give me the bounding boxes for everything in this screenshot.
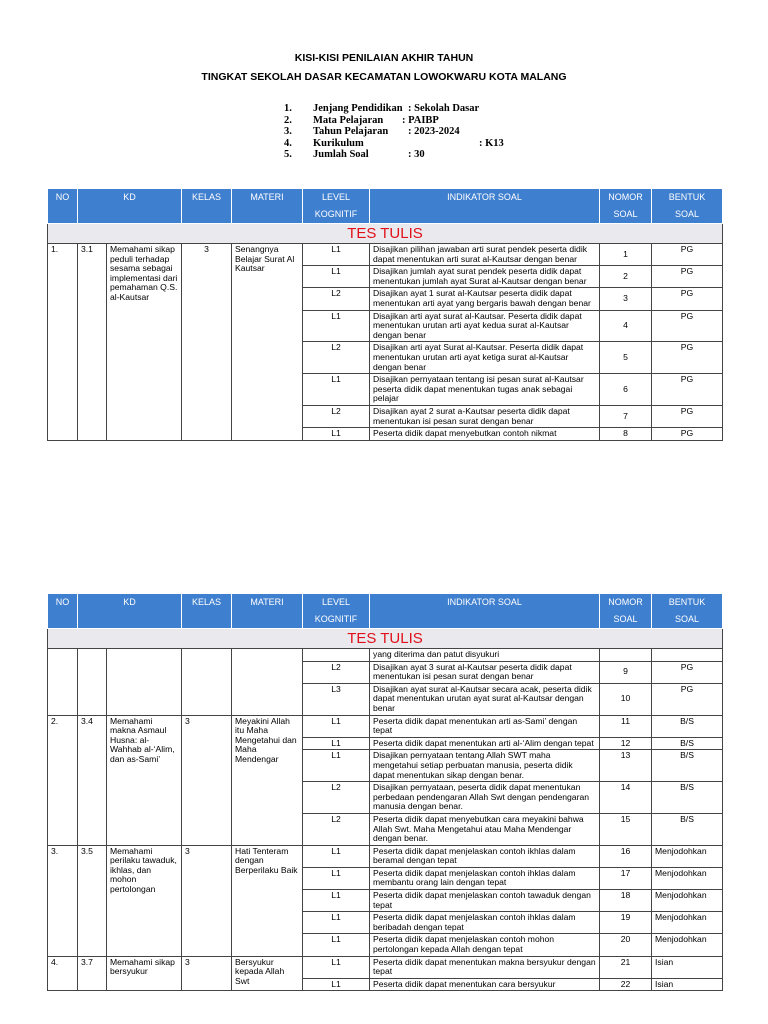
row-level: L2 bbox=[303, 405, 370, 427]
row-level: L1 bbox=[303, 912, 370, 934]
row-nomor: 3 bbox=[600, 288, 652, 310]
kisi-kisi-table-2 bbox=[47, 593, 723, 991]
row-bentuk: B/S bbox=[652, 782, 723, 814]
row-indikator: Disajikan pernyataan, peserta didik dapat menentukan perbedaan pendengaran Allah Swt dengan pendengaran manusia dengan benar. bbox=[370, 782, 600, 814]
row-indikator: Disajikan pernyataan tentang Allah SWT maha mengetahui setiap perbuatan manusia, peserta didik dapat menentukan sikap dengan benar. bbox=[370, 750, 600, 782]
row-indikator: Disajikan arti ayat surat al-Kautsar. Peserta didik dapat menentukan urutan arti ayat kedua surat al-Kautsar dengan benar bbox=[370, 310, 600, 342]
row-level: L1 bbox=[303, 428, 370, 441]
row-bentuk: PG bbox=[652, 244, 723, 266]
row-kd-number: 3.4 bbox=[78, 715, 107, 845]
header-kd: KD bbox=[78, 594, 182, 629]
row-level: L2 bbox=[303, 288, 370, 310]
row-indikator: Peserta didik dapat menjelaskan contoh ihklas dalam beribadah dengan tepat bbox=[370, 912, 600, 934]
row-indikator: Disajikan arti ayat Surat al-Kautsar. Peserta didik dapat menentukan urutan arti ayat ketiga surat al-Kautsar dengan benar bbox=[370, 342, 600, 374]
tes-tulis-label: TES TULIS bbox=[48, 629, 723, 649]
table-row bbox=[48, 649, 723, 662]
row-bentuk: PG bbox=[652, 310, 723, 342]
header-no: NO bbox=[48, 189, 78, 224]
row-level: L1 bbox=[303, 374, 370, 406]
row-nomor: 13 bbox=[600, 750, 652, 782]
row-kd-number: 3.1 bbox=[78, 244, 107, 441]
row-indikator: yang diterima dan patut disyukuri bbox=[370, 649, 600, 662]
row-level: L1 bbox=[303, 310, 370, 342]
table-row bbox=[48, 244, 723, 266]
row-level: L2 bbox=[303, 782, 370, 814]
header-kelas: KELAS bbox=[182, 594, 232, 629]
table-row bbox=[48, 715, 723, 737]
row-kd-text: Memahami perilaku tawaduk, ikhlas, dan mohon pertolongan bbox=[107, 845, 182, 956]
table-row bbox=[48, 956, 723, 978]
row-kd-number: 3.7 bbox=[78, 956, 107, 991]
row-nomor: 17 bbox=[600, 867, 652, 889]
row-bentuk: B/S bbox=[652, 813, 723, 845]
tes-tulis-row bbox=[48, 629, 723, 649]
row-bentuk: Isian bbox=[652, 956, 723, 978]
row-bentuk: B/S bbox=[652, 737, 723, 750]
row-kelas: 3 bbox=[182, 845, 232, 956]
kisi-kisi-table-1 bbox=[47, 188, 723, 441]
document-header bbox=[0, 52, 768, 84]
row-nomor: 20 bbox=[600, 934, 652, 956]
row-nomor: 12 bbox=[600, 737, 652, 750]
row-level: L1 bbox=[303, 867, 370, 889]
row-level: L1 bbox=[303, 750, 370, 782]
header-nomor: NOMOR SOAL bbox=[600, 594, 652, 629]
row-nomor bbox=[600, 649, 652, 662]
row-level: L1 bbox=[303, 956, 370, 978]
row-no: 3. bbox=[48, 845, 78, 956]
row-bentuk: B/S bbox=[652, 715, 723, 737]
row-level: L1 bbox=[303, 934, 370, 956]
row-kd-text: Memahami makna Asmaul Husna: al-Wahhab al-‘Alim, dan as-Sami’ bbox=[107, 715, 182, 845]
row-level: L2 bbox=[303, 342, 370, 374]
table-header-row bbox=[48, 189, 723, 224]
row-bentuk: PG bbox=[652, 428, 723, 441]
row-no: 1. bbox=[48, 244, 78, 441]
row-nomor: 4 bbox=[600, 310, 652, 342]
row-kd-text: Memahami sikap peduli terhadap sesama sebagai implementasi dari pemahaman Q.S. al-Kautsar bbox=[107, 244, 182, 441]
row-nomor: 2 bbox=[600, 266, 652, 288]
row-bentuk: B/S bbox=[652, 750, 723, 782]
row-kd-number: 3.5 bbox=[78, 845, 107, 956]
row-bentuk: Isian bbox=[652, 978, 723, 991]
row-bentuk: Menjodohkan bbox=[652, 934, 723, 956]
table-row bbox=[48, 845, 723, 867]
row-indikator: Peserta didik dapat menentukan makna bersyukur dengan tepat bbox=[370, 956, 600, 978]
row-bentuk: PG bbox=[652, 342, 723, 374]
row-nomor: 9 bbox=[600, 661, 652, 683]
row-nomor: 8 bbox=[600, 428, 652, 441]
row-no: 2. bbox=[48, 715, 78, 845]
row-bentuk: PG bbox=[652, 661, 723, 683]
row-kd-text: Memahami sikap bersyukur bbox=[107, 956, 182, 991]
row-nomor: 15 bbox=[600, 813, 652, 845]
row-level: L3 bbox=[303, 683, 370, 715]
row-nomor: 5 bbox=[600, 342, 652, 374]
header-materi: MATERI bbox=[232, 594, 303, 629]
header-bentuk: BENTUK SOAL bbox=[652, 189, 723, 224]
row-indikator: Disajikan jumlah ayat surat pendek peserta didik dapat menentukan jumlah ayat Surat al-Kautsar dengan benar bbox=[370, 266, 600, 288]
document-subtitle: TINGKAT SEKOLAH DASAR KECAMATAN LOWOKWARU KOTA MALANG bbox=[201, 71, 567, 83]
row-nomor: 14 bbox=[600, 782, 652, 814]
row-indikator: Peserta didik dapat menentukan arti as-Sami’ dengan tepat bbox=[370, 715, 600, 737]
header-kelas: KELAS bbox=[182, 189, 232, 224]
row-materi: Hati Tenteram dengan Berperilaku Baik bbox=[232, 845, 303, 956]
row-bentuk: PG bbox=[652, 266, 723, 288]
row-indikator: Peserta didik dapat menjelaskan contoh ihklas dalam membantu orang lain dengan tepat bbox=[370, 867, 600, 889]
row-indikator: Peserta didik dapat menentukan arti al-‘Alim dengan tepat bbox=[370, 737, 600, 750]
row-bentuk: Menjodohkan bbox=[652, 845, 723, 867]
row-level: L1 bbox=[303, 978, 370, 991]
row-bentuk: Menjodohkan bbox=[652, 912, 723, 934]
header-indikator: INDIKATOR SOAL bbox=[370, 594, 600, 629]
header-materi: MATERI bbox=[232, 189, 303, 224]
row-nomor: 10 bbox=[600, 683, 652, 715]
row-bentuk: PG bbox=[652, 405, 723, 427]
row-bentuk: Menjodohkan bbox=[652, 890, 723, 912]
header-no: NO bbox=[48, 594, 78, 629]
row-nomor: 19 bbox=[600, 912, 652, 934]
header-kd: KD bbox=[78, 189, 182, 224]
row-level: L2 bbox=[303, 661, 370, 683]
row-indikator: Peserta didik dapat menentukan cara bersyukur bbox=[370, 978, 600, 991]
row-nomor: 22 bbox=[600, 978, 652, 991]
row-kelas: 3 bbox=[182, 956, 232, 991]
row-nomor: 11 bbox=[600, 715, 652, 737]
row-level: L1 bbox=[303, 845, 370, 867]
header-bentuk: BENTUK SOAL bbox=[652, 594, 723, 629]
row-nomor: 21 bbox=[600, 956, 652, 978]
row-bentuk: PG bbox=[652, 374, 723, 406]
row-level: L1 bbox=[303, 890, 370, 912]
row-level: L1 bbox=[303, 715, 370, 737]
header-level: LEVEL KOGNITIF bbox=[303, 594, 370, 629]
row-level bbox=[303, 649, 370, 662]
row-indikator: Peserta didik dapat menyebutkan cara meyakini bahwa Allah Swt. Maha Mengetahui atau Maha Mendengar dengan benar. bbox=[370, 813, 600, 845]
row-indikator: Disajikan pilihan jawaban arti surat pendek peserta didik dapat menentukan arti surat al-Kautsar dengan benar bbox=[370, 244, 600, 266]
row-bentuk: Menjodohkan bbox=[652, 867, 723, 889]
row-indikator: Disajikan ayat 1 surat al-Kautsar peserta didik dapat menentukan arti ayat yang bergaris bawah dengan benar bbox=[370, 288, 600, 310]
row-nomor: 16 bbox=[600, 845, 652, 867]
row-kelas: 3 bbox=[182, 244, 232, 441]
header-indikator: INDIKATOR SOAL bbox=[370, 189, 600, 224]
row-kelas: 3 bbox=[182, 715, 232, 845]
row-materi: Senangnya Belajar Surat Al Kautsar bbox=[232, 244, 303, 441]
row-level: L1 bbox=[303, 244, 370, 266]
row-indikator: Disajikan ayat 3 surat al-Kautsar peserta didik dapat menentukan isi pesan surat dengan benar bbox=[370, 661, 600, 683]
tes-tulis-label: TES TULIS bbox=[48, 224, 723, 244]
row-indikator: Peserta didik dapat menjelaskan contoh tawaduk dengan tepat bbox=[370, 890, 600, 912]
row-bentuk: PG bbox=[652, 288, 723, 310]
row-nomor: 6 bbox=[600, 374, 652, 406]
header-nomor: NOMOR SOAL bbox=[600, 189, 652, 224]
header-level: LEVEL KOGNITIF bbox=[303, 189, 370, 224]
row-indikator: Disajikan pernyataan tentang isi pesan surat al-Kautsar peserta didik dapat menentukan tugas anak sebagai pelajar bbox=[370, 374, 600, 406]
row-nomor: 1 bbox=[600, 244, 652, 266]
row-materi: Bersyukur kepada Allah Swt bbox=[232, 956, 303, 991]
row-materi: Meyakini Allah itu Maha Mengetahui dan Maha Mendengar bbox=[232, 715, 303, 845]
tes-tulis-row bbox=[48, 224, 723, 244]
row-indikator: Peserta didik dapat menjelaskan contoh ikhlas dalam beramal dengan tepat bbox=[370, 845, 600, 867]
row-level: L1 bbox=[303, 737, 370, 750]
row-level: L1 bbox=[303, 266, 370, 288]
row-nomor: 18 bbox=[600, 890, 652, 912]
row-indikator: Peserta didik dapat menyebutkan contoh nikmat bbox=[370, 428, 600, 441]
table-header-row bbox=[48, 594, 723, 629]
row-level: L2 bbox=[303, 813, 370, 845]
row-indikator: Disajikan ayat surat al-Kautsar secara acak, peserta didik dapat menentukan urutan ayat surat al-Kautsar dengan benar bbox=[370, 683, 600, 715]
row-indikator: Peserta didik dapat menjelaskan contoh mohon pertolongan kepada Allah dengan tepat bbox=[370, 934, 600, 956]
row-no: 4. bbox=[48, 956, 78, 991]
document-title: KISI-KISI PENILAIAN AKHIR TAHUN bbox=[294, 52, 474, 64]
row-nomor: 7 bbox=[600, 405, 652, 427]
row-bentuk: PG bbox=[652, 683, 723, 715]
row-indikator: Disajikan ayat 2 surat a-Kautsar peserta didik dapat menentukan isi pesan surat dengan benar bbox=[370, 405, 600, 427]
row-bentuk bbox=[652, 649, 723, 662]
